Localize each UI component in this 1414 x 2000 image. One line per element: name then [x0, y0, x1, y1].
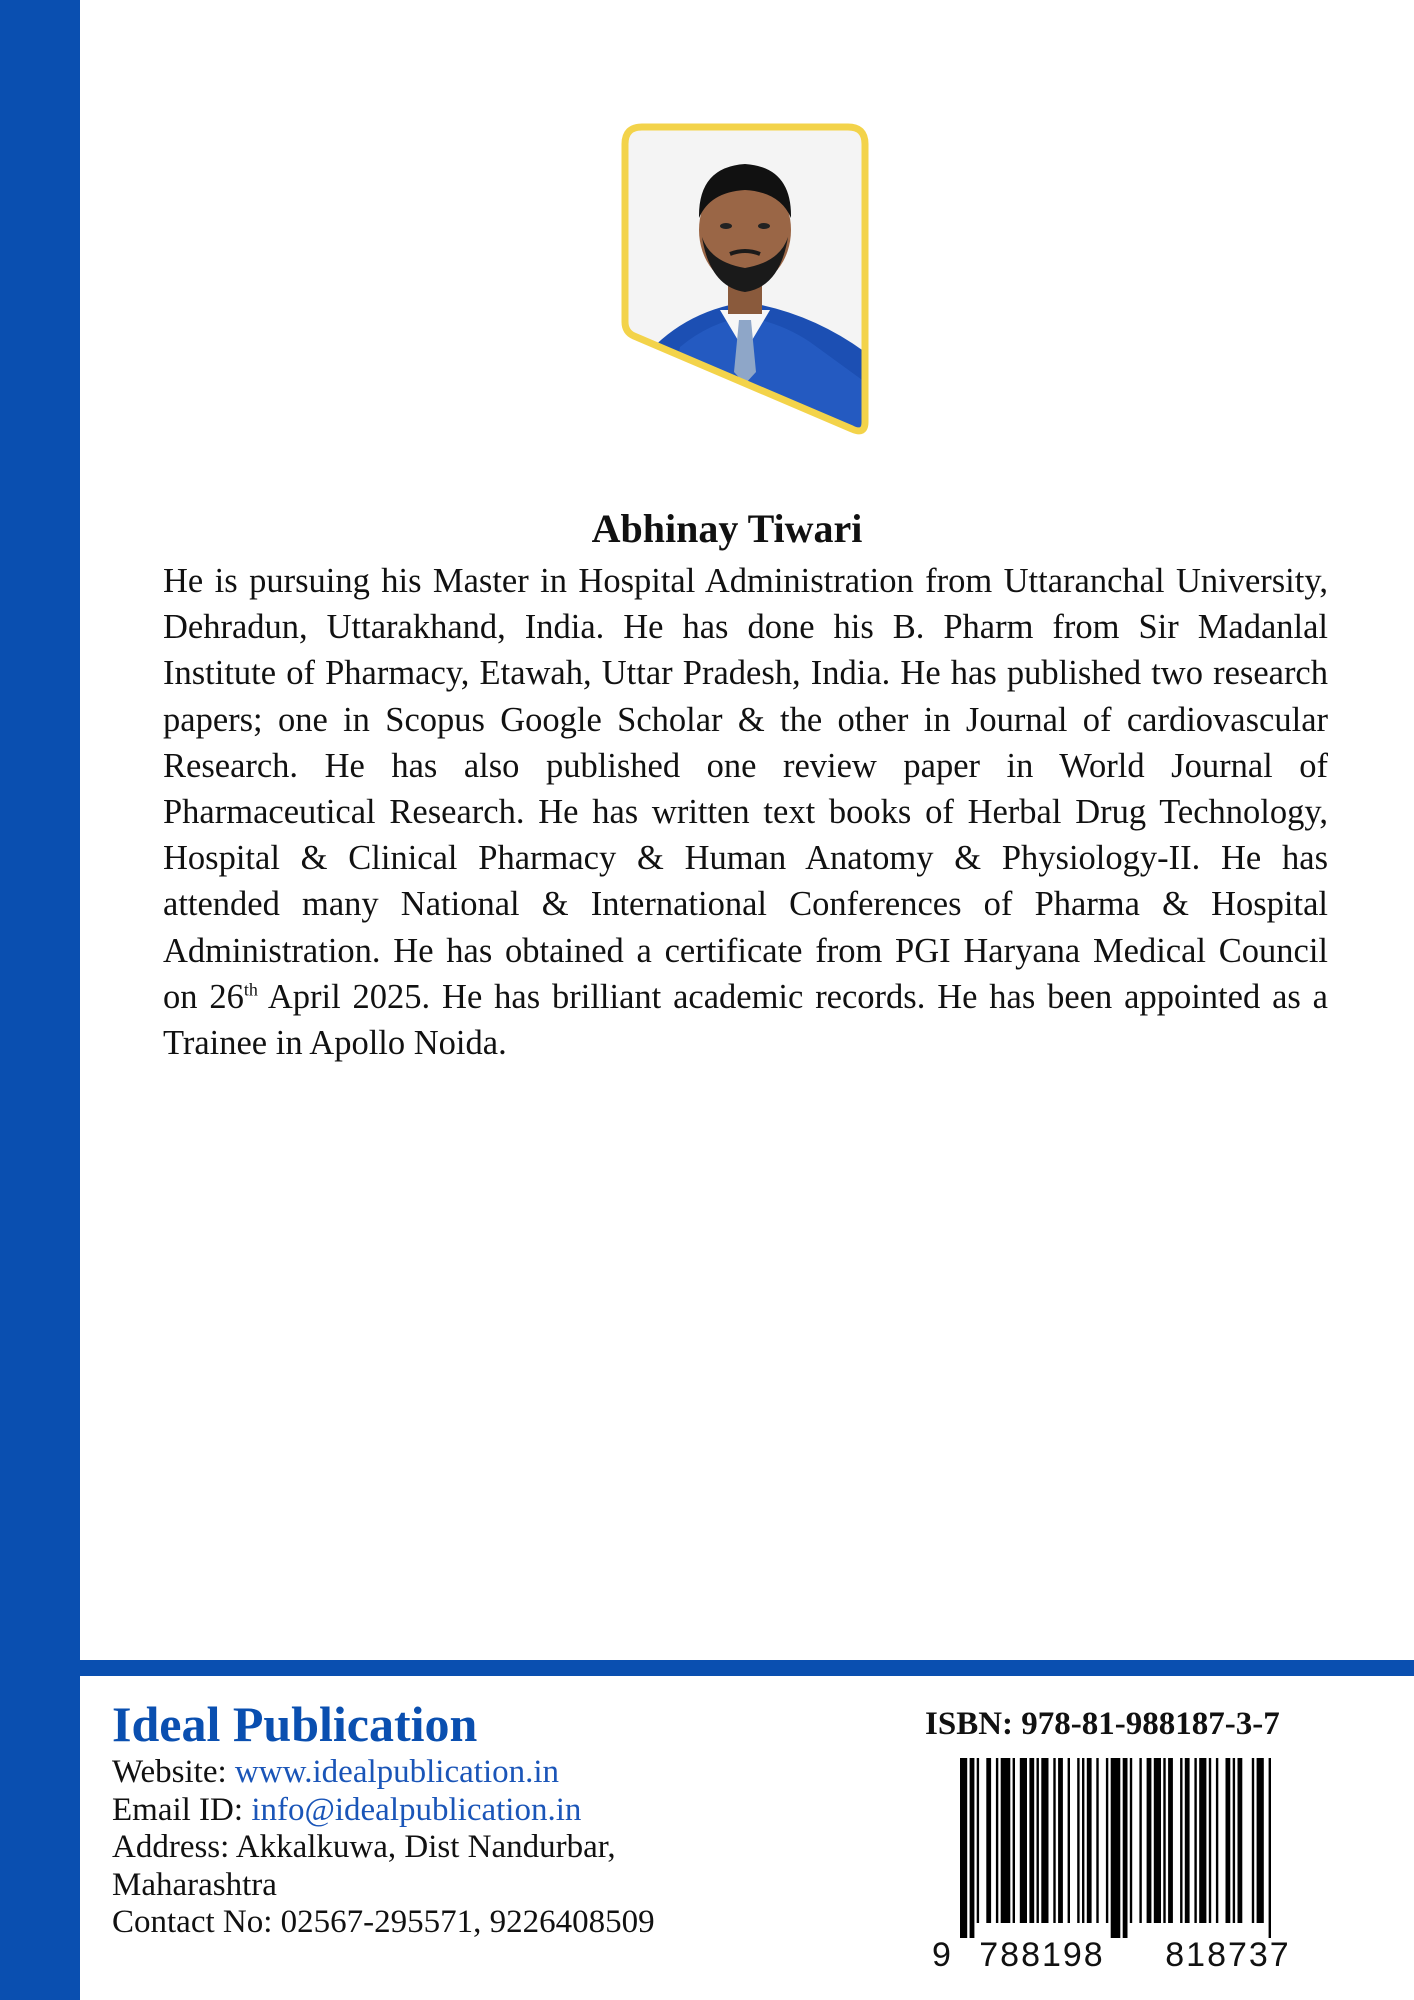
- barcode-bar: [1041, 1758, 1048, 1923]
- barcode-bar: [960, 1758, 967, 1938]
- barcode-bar: [1087, 1758, 1092, 1923]
- website-label: Website:: [112, 1754, 235, 1790]
- left-accent-bar: [0, 0, 80, 2000]
- bio-ordinal-suffix: th: [243, 979, 258, 1000]
- email-link[interactable]: info@idealpublication.in: [251, 1791, 582, 1828]
- contact-number: Contact No: 02567-295571, 9226408509: [112, 1904, 655, 1940]
- barcode-bar: [1139, 1758, 1141, 1923]
- publisher-contact: [112, 1754, 812, 1942]
- email-line: [112, 1792, 812, 1830]
- barcode-bar: [970, 1758, 975, 1938]
- barcode-bar: [1096, 1758, 1098, 1923]
- barcode-bar: [1168, 1758, 1173, 1923]
- barcode-bar: [1020, 1758, 1027, 1923]
- address-line: Address: Akkalkuwa, Dist Nandurbar,: [112, 1829, 616, 1865]
- publisher-name: Ideal Publication: [112, 1696, 478, 1752]
- barcode-bar: [1257, 1758, 1264, 1923]
- barcode-bar: [1199, 1758, 1206, 1923]
- barcode-bar: [1029, 1758, 1034, 1923]
- website-line: [112, 1754, 812, 1792]
- barcode-bar: [1053, 1758, 1055, 1923]
- barcode-bar: [1163, 1758, 1165, 1923]
- barcode-bar: [1233, 1758, 1235, 1923]
- barcode-bar: [1013, 1758, 1015, 1923]
- author-photo: [620, 122, 870, 440]
- website-link[interactable]: www.idealpublication.in: [234, 1754, 560, 1790]
- barcode-bar: [1082, 1758, 1084, 1923]
- barcode-bar: [1111, 1758, 1121, 1938]
- email-label: Email ID:: [112, 1791, 252, 1828]
- barcode-digits-right: 818737: [1165, 1936, 1291, 1972]
- barcode-bar: [1001, 1758, 1011, 1923]
- barcode-bar: [1154, 1758, 1161, 1923]
- barcode-bar: [1216, 1758, 1218, 1923]
- barcode-bar: [1194, 1758, 1196, 1923]
- isbn-barcode: [932, 1758, 1352, 1972]
- barcode-bar: [1147, 1758, 1152, 1923]
- author-name: Abhinay Tiwari: [591, 506, 863, 551]
- isbn-label: ISBN: 978-81-988187-3-7: [925, 1706, 1280, 1742]
- bio-text: He is pursuing his Master in Hospital Administration from Uttaranchal University, Dehradun, Uttarakhand, India. He has done his B. Pharm from Sir Madanlal Institute of Pharmacy, Etawah, Uttar Pradesh, India. He has published two research papers; one in Scopus Google Scholar & the other in Journal of cardiovascular Research. He has also published one review paper in World Journal of Pharmaceutical Research. He has written text books of Herbal Drug Technology, Hospital & Clinical Pharmacy & Human Anatomy & Physiology-II. He has attended many National & International Conferences of Pharma & Hospital Administration. He has obtained a certificate from PGI Haryana Medical Council on 26: [163, 562, 1328, 1016]
- author-bio: [163, 558, 1328, 1066]
- address-line-2: Maharashtra: [112, 1866, 277, 1903]
- barcode-bar: [1123, 1758, 1128, 1938]
- barcode-bar: [1068, 1758, 1070, 1923]
- barcode-bar: [1252, 1758, 1254, 1923]
- barcode-bar: [1209, 1758, 1211, 1923]
- barcode-bar: [986, 1758, 991, 1923]
- footer-divider: [80, 1660, 1414, 1676]
- barcode-bar: [996, 1758, 998, 1923]
- barcode-bar: [1106, 1758, 1108, 1923]
- barcode-bar: [1238, 1758, 1243, 1923]
- bio-text-continued: April 2025. He has brilliant academic records. He has been appointed as a Trainee in Apollo Noida.: [163, 977, 1328, 1063]
- barcode-bar: [1226, 1758, 1231, 1923]
- barcode-digits-left: 788198: [979, 1936, 1105, 1972]
- barcode-bar: [1037, 1758, 1039, 1923]
- barcode-bar: [1058, 1758, 1063, 1923]
- barcode-digit-lead: 9: [932, 1936, 951, 1972]
- barcode-bar: [1077, 1758, 1079, 1923]
- barcode-bar: [1269, 1758, 1271, 1938]
- barcode-bar: [1130, 1758, 1132, 1923]
- barcode-bar: [1185, 1758, 1190, 1923]
- barcode-bar: [1180, 1758, 1182, 1923]
- barcode-bar: [977, 1758, 979, 1923]
